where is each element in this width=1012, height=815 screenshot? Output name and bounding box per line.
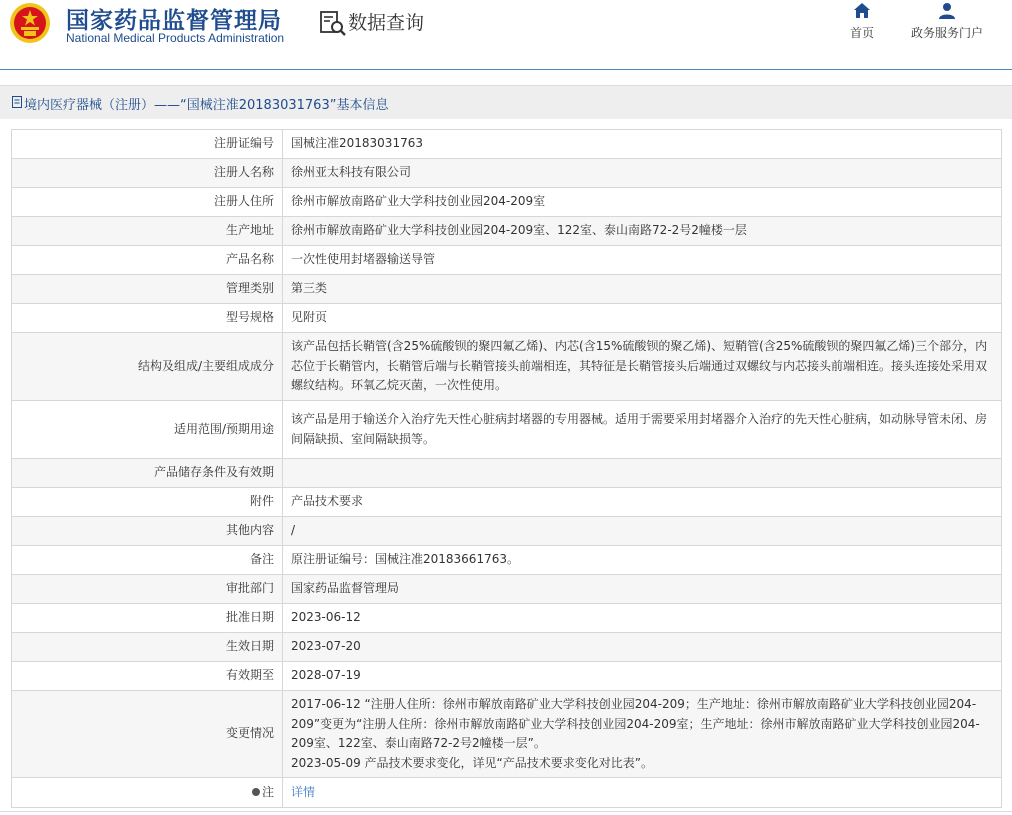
field-label: 适用范围/预期用途 <box>12 401 283 459</box>
field-value <box>283 691 1002 778</box>
details-link[interactable]: 详情 <box>291 784 316 799</box>
table-row <box>12 662 1002 691</box>
table-row <box>12 130 1002 159</box>
field-label: 其他内容 <box>12 517 283 546</box>
field-label: 有效期至 <box>12 662 283 691</box>
home-icon <box>853 2 871 20</box>
table-row <box>12 633 1002 662</box>
page-title: 境内医疗器械（注册）——“国械注准20183031763”基本信息 <box>24 98 389 113</box>
table-row-change-history <box>12 691 1002 778</box>
field-label: 备注 <box>12 546 283 575</box>
field-value: 徐州市解放南路矿业大学科技创业园204-209室 <box>283 188 1002 217</box>
field-value: 国械注准20183031763 <box>283 130 1002 159</box>
field-label: 生产地址 <box>12 217 283 246</box>
field-label: 注册证编号 <box>12 130 283 159</box>
field-value: 2028-07-19 <box>283 662 1002 691</box>
table-row <box>12 401 1002 459</box>
bottom-divider <box>0 811 1012 812</box>
field-value: 2023-07-20 <box>283 633 1002 662</box>
data-query-icon <box>319 9 347 37</box>
field-value: 见附页 <box>283 304 1002 333</box>
field-value: 产品技术要求 <box>283 488 1002 517</box>
field-label: 注册人住所 <box>12 188 283 217</box>
bullet-icon <box>252 788 260 796</box>
field-value: 2023-06-12 <box>283 604 1002 633</box>
field-value <box>283 778 1002 808</box>
field-value: 徐州亚太科技有限公司 <box>283 159 1002 188</box>
nav-service-portal[interactable] <box>905 2 989 41</box>
field-label: 管理类别 <box>12 275 283 304</box>
field-label: 型号规格 <box>12 304 283 333</box>
field-value: 徐州市解放南路矿业大学科技创业园204-209室、122室、泰山南路72-2号2幢楼一层 <box>283 217 1002 246</box>
field-value: 第三类 <box>283 275 1002 304</box>
user-icon <box>938 2 956 20</box>
change-entry: 2017-06-12 “注册人住所：徐州市解放南路矿业大学科技创业园204-209；生产地址：徐州市解放南路矿业大学科技创业园204-209”变更为“注册人住所：徐州市解放南路矿业大学科技创业园204-209室；生产地址：徐州市解放南路矿业大学科技创业园204-209室、122室、泰山南路72-2号2幢楼一层”。 <box>291 697 980 750</box>
table-row <box>12 517 1002 546</box>
table-row <box>12 275 1002 304</box>
nav-home-label: 首页 <box>849 26 874 40</box>
field-label <box>12 778 283 808</box>
field-value: 国家药品监督管理局 <box>283 575 1002 604</box>
site-logo-title[interactable]: 国家药品监督管理局 <box>66 8 282 34</box>
field-label: 注册人名称 <box>12 159 283 188</box>
table-row <box>12 546 1002 575</box>
page-title-bar <box>0 85 1012 119</box>
table-row <box>12 246 1002 275</box>
device-info-table <box>11 129 1002 808</box>
table-row <box>12 159 1002 188</box>
field-label: 批准日期 <box>12 604 283 633</box>
field-value <box>283 459 1002 488</box>
data-query-title: 数据查询 <box>348 12 425 34</box>
nav-portal-label: 政务服务门户 <box>910 26 983 40</box>
field-label: 产品名称 <box>12 246 283 275</box>
field-value: 原注册证编号：国械注准20183661763。 <box>283 546 1002 575</box>
field-value: 该产品包括长鞘管(含25%硫酸钡的聚四氟乙烯)、内芯(含15%硫酸钡的聚乙烯)、短鞘管(含25%硫酸钡的聚四氟乙烯)三个部分，内芯位于长鞘管内，长鞘管后端与长鞘管接头前端相连，其特征是长鞘管接头后端通过双螺纹与内芯接头前端相连。接头连接处采用双螺纹结构。环氧乙烷灭菌，一次性使用。 <box>283 333 1002 401</box>
table-row <box>12 604 1002 633</box>
change-entry: 2023-05-09 产品技术要求变化，详见“产品技术要求变化对比表”。 <box>291 755 653 770</box>
field-value: 该产品是用于输送介入治疗先天性心脏病封堵器的专用器械。适用于需要采用封堵器介入治疗的先天性心脏病，如动脉导管未闭、房间隔缺损、室间隔缺损等。 <box>283 401 1002 459</box>
field-label: 生效日期 <box>12 633 283 662</box>
table-row-note <box>12 778 1002 808</box>
field-label: 审批部门 <box>12 575 283 604</box>
field-label: 结构及组成/主要组成成分 <box>12 333 283 401</box>
header-divider <box>0 69 1012 70</box>
note-label: 注 <box>261 784 274 799</box>
field-label: 变更情况 <box>12 691 283 778</box>
field-value: 一次性使用封堵器输送导管 <box>283 246 1002 275</box>
field-label: 附件 <box>12 488 283 517</box>
table-row <box>12 459 1002 488</box>
table-row <box>12 217 1002 246</box>
nav-home[interactable] <box>845 2 879 41</box>
field-label: 产品储存条件及有效期 <box>12 459 283 488</box>
table-row <box>12 575 1002 604</box>
national-emblem-icon <box>8 2 52 44</box>
field-value: / <box>283 517 1002 546</box>
site-header <box>0 0 1012 70</box>
site-logo-subtitle: National Medical Products Administration <box>66 31 285 45</box>
table-row <box>12 188 1002 217</box>
document-icon <box>12 96 22 108</box>
table-row <box>12 488 1002 517</box>
table-row <box>12 333 1002 401</box>
table-row <box>12 304 1002 333</box>
